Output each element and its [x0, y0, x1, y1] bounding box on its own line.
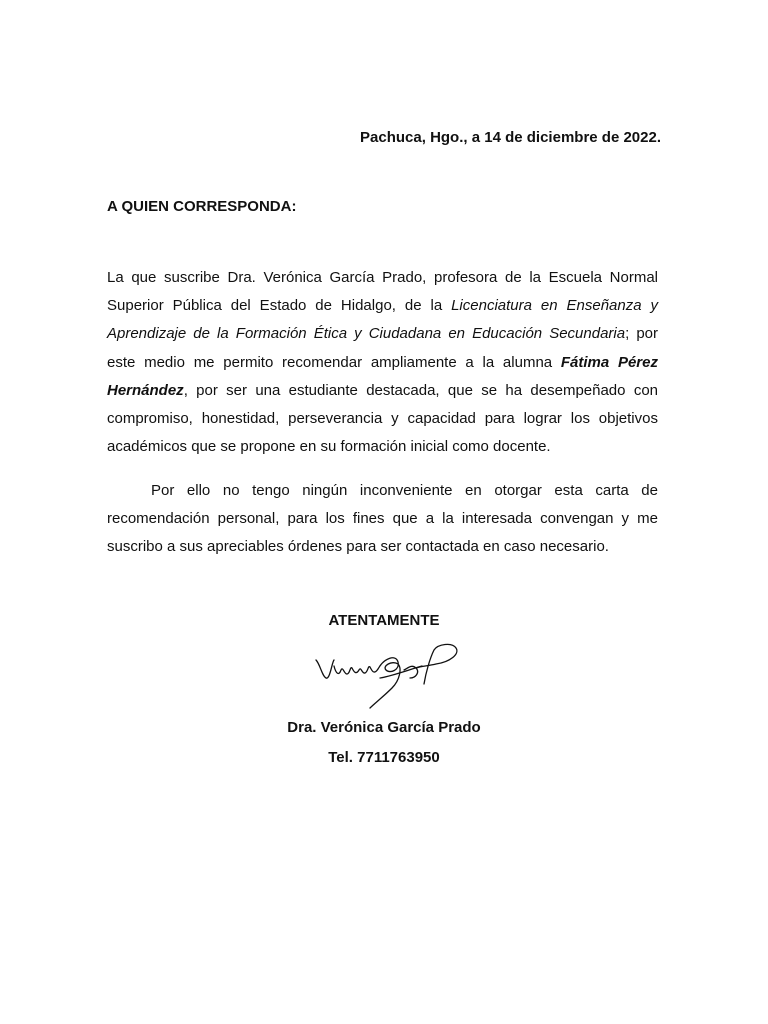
signer-phone: Tel. 7711763950 [328, 749, 440, 766]
paragraph-text: , por ser una estudiante destacada, que se ha desempeñado con compromiso, honestidad, perseverancia y capacidad para lograr los objetivos académicos que se propone en su formación inicial como docente. [107, 381, 658, 456]
salutation: A QUIEN CORRESPONDA: [107, 198, 297, 215]
handwritten-signature [312, 640, 462, 712]
student-name: Fátima Pérez Hernández [107, 353, 658, 399]
closing-word: ATENTAMENTE [328, 612, 440, 629]
recommendation-paragraph [107, 264, 658, 461]
paragraph-text: ; por este medio me permito recomendar ampliamente a la alumna [107, 325, 659, 371]
date-line: Pachuca, Hgo., a 14 de diciembre de 2022. [360, 129, 661, 146]
program-name: Licenciatura en Enseñanza y Aprendizaje de la Formación Ética y Ciudadana en Educación Secundaria [107, 297, 658, 343]
closing-paragraph: Por ello no tengo ningún inconveniente en otorgar esta carta de recomendación personal, para los fines que a la interesada convengan y me suscribo a sus apreciables órdenes para ser contactada en caso necesario. [107, 482, 658, 556]
signer-name: Dra. Verónica García Prado [287, 719, 481, 736]
paragraph-text: La que suscribe Dra. Verónica García Prado, profesora de la Escuela Normal Superior Pública del Estado de Hidalgo, de la [107, 269, 658, 315]
